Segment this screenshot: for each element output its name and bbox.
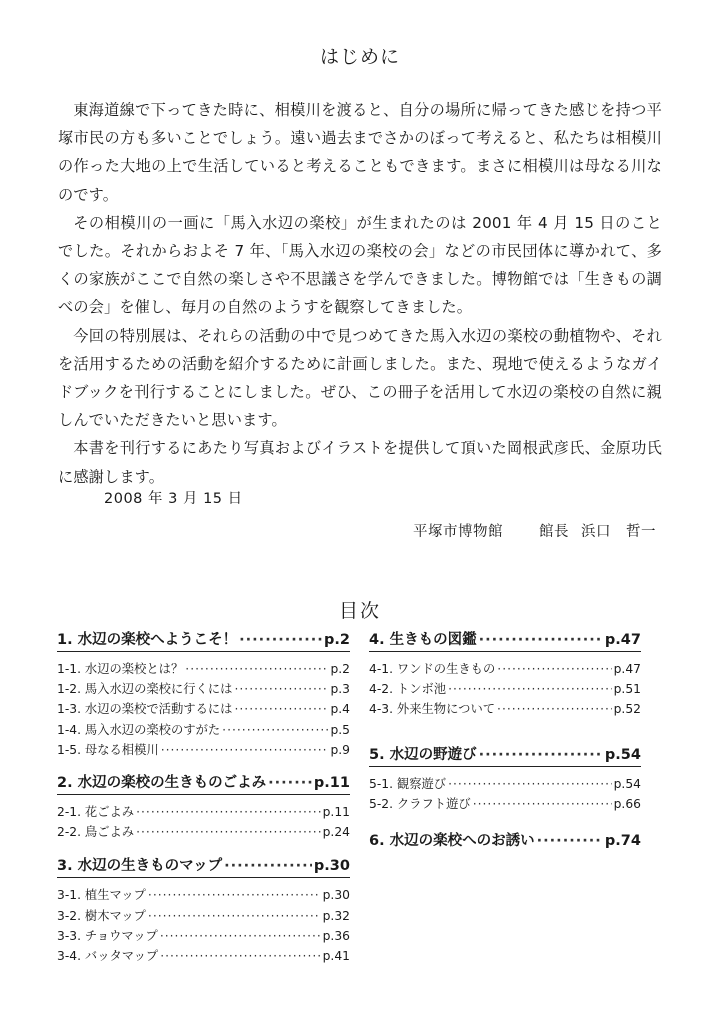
toc-section-title: 2. 水辺の楽校の生きものごよみ xyxy=(57,774,267,791)
toc-item[interactable] xyxy=(57,740,350,760)
toc-item-title: 2-2. 鳥ごよみ xyxy=(57,825,135,840)
toc-leader-dots xyxy=(239,629,322,651)
toc-item-page: p.41 xyxy=(322,948,350,963)
toc-leader-dots xyxy=(497,699,612,719)
toc-section-page: p.54 xyxy=(604,746,641,763)
toc-column-right xyxy=(369,629,641,852)
signature-role: 館長 xyxy=(539,524,569,540)
toc-item[interactable] xyxy=(369,774,641,794)
toc-item[interactable] xyxy=(57,720,350,740)
toc-spacer xyxy=(369,814,641,830)
toc-column-left xyxy=(57,629,350,966)
toc-item[interactable] xyxy=(57,885,350,905)
toc-item-page: p.32 xyxy=(322,908,350,923)
toc-leader-dots xyxy=(268,772,312,794)
toc-item-title: 5-1. 観察遊び xyxy=(369,776,447,791)
toc-item[interactable] xyxy=(57,659,350,679)
toc-section-heading[interactable] xyxy=(369,629,641,652)
toc-leader-dots xyxy=(161,740,329,760)
toc-section-page: p.30 xyxy=(313,858,350,875)
toc-item-page: p.51 xyxy=(613,682,641,697)
toc-item-title: 3-2. 樹木マップ xyxy=(57,908,146,923)
toc-item-title: 3-1. 植生マップ xyxy=(57,888,146,903)
toc-section-3 xyxy=(57,855,350,966)
toc-leader-dots xyxy=(537,830,603,852)
toc-section-title: 3. 水辺の生きものマップ xyxy=(57,858,223,875)
intro-paragraph: 今回の特別展は、それらの活動の中で見つめてきた馬入水辺の楽校の動植物や、それを活用するための活動を紹介するために計画しました。また、現地で使えるようなガイドブックを刊行することにしました。ぜひ、この冊子を活用して水辺の楽校の自然に親しんでいただきたいと思います。 xyxy=(58,326,662,430)
toc-section-title: 6. 水辺の楽校へのお誘い xyxy=(369,832,535,849)
toc-item-page: p.3 xyxy=(330,682,350,697)
toc-item-title: 1-3. 水辺の楽校で活動するには xyxy=(57,702,233,717)
toc-item-page: p.9 xyxy=(330,742,350,757)
toc-section-5 xyxy=(369,744,641,814)
toc-item-title: 1-1. 水辺の楽校とは？ xyxy=(57,662,184,676)
toc-item-page: p.36 xyxy=(322,928,350,943)
toc-title: 目次 xyxy=(338,600,381,622)
toc-item-title: 2-1. 花ごよみ xyxy=(57,804,135,819)
toc-item[interactable] xyxy=(369,679,641,699)
toc-item[interactable] xyxy=(57,679,350,699)
toc-item-page: p.11 xyxy=(322,804,350,819)
toc-section-1 xyxy=(57,629,350,760)
toc-item[interactable] xyxy=(57,906,350,926)
toc-item-page: p.30 xyxy=(322,888,350,903)
intro-paragraph: 東海道線で下ってきた時に、相模川を渡ると、自分の場所に帰ってきた感じを持つ平塚市民の方も多いことでしょう。遠い過去までさかのぼって考えると、私たちは相模川の作った大地の上で生活していると考えることもできます。まさに相模川は母なる川なのです。 xyxy=(58,101,662,204)
intro-paragraph: その相模川の一画に「馬入水辺の楽校」が生まれたのは 2001 年 4 月 15 日のことでした。それからおよそ 7 年、「馬入水辺の楽校の会」などの市民団体に導かれて、多くの家族がここで自然の楽しさや不思議さを学んできました。博物館では「生きもの調べの会」を催し、毎月の自然のようすを観察してきました。 xyxy=(58,213,662,317)
signature-org: 平塚市博物館 xyxy=(413,524,503,540)
toc-item-page: p.5 xyxy=(330,722,350,737)
toc-spacer xyxy=(57,842,350,855)
toc-item-page: p.66 xyxy=(613,796,641,811)
toc-leader-dots xyxy=(185,659,328,679)
toc-leader-dots xyxy=(234,699,328,719)
toc-section-page: p.2 xyxy=(324,632,350,648)
toc-item-title: 5-2. クラフト遊び xyxy=(369,796,471,811)
toc-section-2 xyxy=(57,772,350,842)
toc-section-page: p.11 xyxy=(313,774,350,791)
toc-section-heading[interactable] xyxy=(369,744,641,767)
toc-leader-dots xyxy=(222,720,328,740)
signature xyxy=(413,520,656,541)
toc-item-title: 4-2. トンボ池 xyxy=(369,682,447,697)
toc-item-page: p.24 xyxy=(322,825,350,840)
toc-section-heading[interactable] xyxy=(369,830,641,852)
intro-title: はじめに xyxy=(319,46,400,68)
toc-item[interactable] xyxy=(57,926,350,946)
toc-item-title: 4-3. 外来生物について xyxy=(369,702,496,717)
toc-item-page: p.52 xyxy=(613,702,641,717)
signature-name: 浜口 哲一 xyxy=(581,524,656,540)
toc-item-title: 4-1. ワンドの生きもの xyxy=(369,662,496,676)
toc-leader-dots xyxy=(224,855,312,877)
toc-section-title: 4. 生きもの図鑑 xyxy=(369,632,477,648)
toc-spacer xyxy=(57,760,350,772)
toc-item-title: 1-4. 馬入水辺の楽校のすがた xyxy=(57,722,221,737)
toc-leader-dots xyxy=(479,744,603,766)
intro-date: 2008 年 3 月 15 日 xyxy=(104,491,243,507)
toc-leader-dots xyxy=(448,774,612,794)
toc-section-title: 1. 水辺の楽校へようこそ！ xyxy=(57,632,238,648)
toc-section-title: 5. 水辺の野遊び xyxy=(369,746,477,763)
toc-section-heading[interactable] xyxy=(57,855,350,878)
intro-body xyxy=(58,96,662,491)
toc-section-heading[interactable] xyxy=(57,772,350,795)
toc-item[interactable] xyxy=(369,699,641,719)
toc-leader-dots xyxy=(136,802,321,822)
toc-leader-dots xyxy=(160,926,321,946)
toc-section-4 xyxy=(369,629,641,720)
toc-item-page: p.4 xyxy=(330,702,350,717)
toc-spacer xyxy=(369,720,641,744)
toc-leader-dots xyxy=(160,946,320,966)
toc-section-page: p.47 xyxy=(604,632,641,648)
toc-leader-dots xyxy=(234,679,328,699)
toc-item-page: p.2 xyxy=(330,662,350,676)
intro-paragraph: 本書を刊行するにあたり写真およびイラストを提供して頂いた岡根武彦氏、金原功氏に感謝します。 xyxy=(58,439,662,486)
toc-section-heading[interactable] xyxy=(57,629,350,652)
toc-section-page: p.74 xyxy=(604,832,641,849)
toc-item[interactable] xyxy=(369,794,641,814)
toc-item[interactable] xyxy=(57,822,350,842)
toc-item[interactable] xyxy=(57,802,350,822)
toc-item-page: p.54 xyxy=(613,776,641,791)
toc-leader-dots xyxy=(136,822,321,842)
toc-leader-dots xyxy=(448,679,612,699)
toc-leader-dots xyxy=(479,629,603,651)
toc-leader-dots xyxy=(148,906,321,926)
toc-item[interactable] xyxy=(57,699,350,719)
toc-item-page: p.47 xyxy=(613,662,641,676)
toc-item-title: 1-2. 馬入水辺の楽校に行くには xyxy=(57,682,233,697)
toc-item-title: 1-5. 母なる相模川 xyxy=(57,742,159,757)
toc-item[interactable] xyxy=(369,659,641,679)
toc-section-6 xyxy=(369,830,641,852)
toc-item-title: 3-3. チョウマップ xyxy=(57,928,158,943)
toc-leader-dots xyxy=(473,794,612,814)
toc-leader-dots xyxy=(497,659,611,679)
toc-leader-dots xyxy=(148,885,321,905)
toc-item[interactable] xyxy=(57,946,350,966)
toc-item-title: 3-4. バッタマップ xyxy=(57,948,159,963)
